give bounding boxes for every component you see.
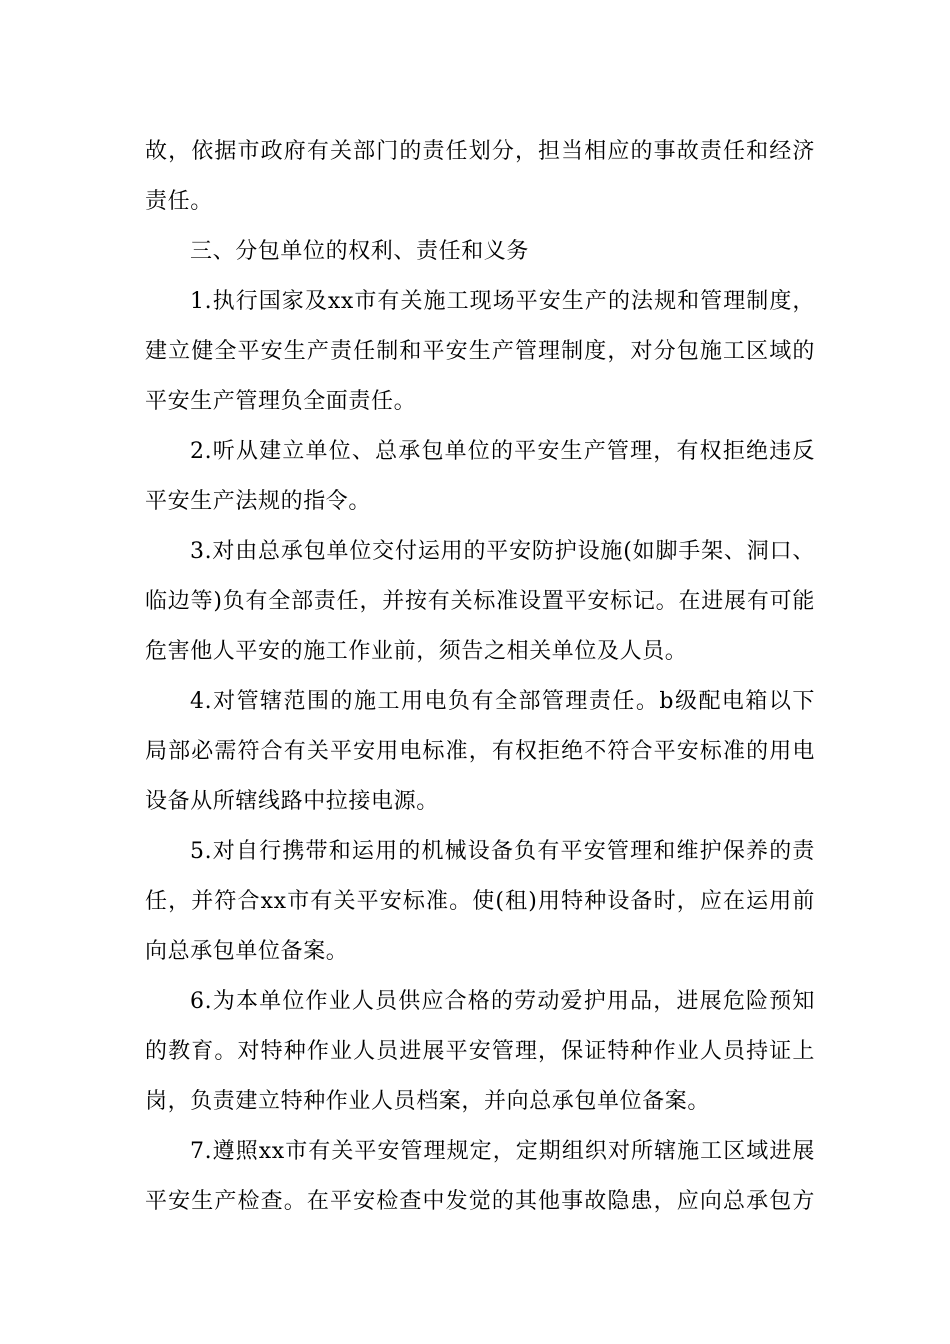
text-line: 危害他人平安的施工作业前，须告之相关单位及人员。 xyxy=(145,639,688,664)
text-line: 临边等)负有全部责任，并按有关标准设置平安标记。在进展有可能 xyxy=(145,589,815,614)
text-line: 1.执行国家及xx市有关施工现场平安生产的法规和管理制度， xyxy=(190,289,815,314)
text-line: 责任。 xyxy=(145,189,213,214)
text-line: 向总承包单位备案。 xyxy=(145,939,349,964)
text-line: 的教育。对特种作业人员进展平安管理，保证特种作业人员持证上 xyxy=(145,1039,815,1064)
text-line: 岗，负责建立特种作业人员档案，并向总承包单位备案。 xyxy=(145,1089,711,1114)
text-line: 3.对由总承包单位交付运用的平安防护设施(如脚手架、洞口、 xyxy=(190,539,815,564)
text-line: 7.遵照xx市有关平安管理规定，定期组织对所辖施工区域进展 xyxy=(190,1139,815,1164)
text-line: 平安生产法规的指令。 xyxy=(145,489,372,514)
text-line: 任，并符合xx市有关平安标准。使(租)用特种设备时，应在运用前 xyxy=(145,889,815,914)
text-line: 5.对自行携带和运用的机械设备负有平安管理和维护保养的责 xyxy=(190,839,815,864)
text-line: 2.听从建立单位、总承包单位的平安生产管理，有权拒绝违反 xyxy=(190,439,815,464)
text-line: 建立健全平安生产责任制和平安生产管理制度，对分包施工区域的 xyxy=(145,339,815,364)
text-line: 平安生产检查。在平安检查中发觉的其他事故隐患，应向总承包方 xyxy=(145,1189,815,1214)
text-line: 设备从所辖线路中拉接电源。 xyxy=(145,789,439,814)
text-line: 平安生产管理负全面责任。 xyxy=(145,389,417,414)
text-line: 6.为本单位作业人员供应合格的劳动爱护用品，进展危险预知 xyxy=(190,989,815,1014)
text-line: 4.对管辖范围的施工用电负有全部管理责任。b级配电箱以下 xyxy=(190,689,815,714)
section-heading: 三、分包单位的权利、责任和义务 xyxy=(190,239,530,264)
text-line: 局部必需符合有关平安用电标准，有权拒绝不符合平安标准的用电 xyxy=(145,739,815,764)
text-line: 故，依据市政府有关部门的责任划分，担当相应的事故责任和经济 xyxy=(145,139,815,164)
